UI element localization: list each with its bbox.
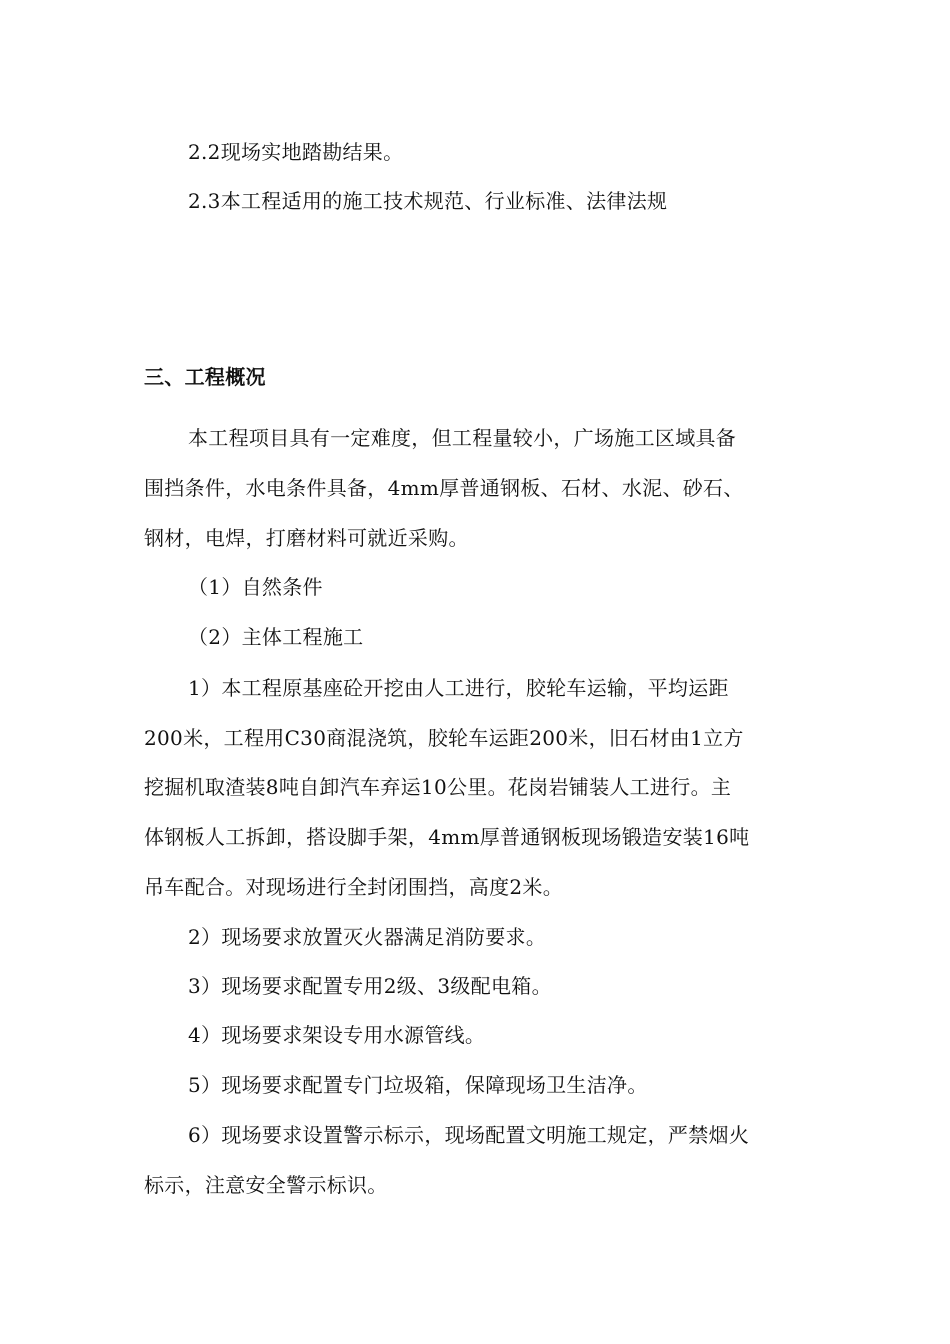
item-5: 5）现场要求配置专门垃圾箱，保障现场卫生洁净。 [188, 1073, 648, 1097]
item-4: 4）现场要求架设专用水源管线。 [188, 1023, 486, 1047]
item-6-line: 标示，注意安全警示标识。 [144, 1173, 388, 1197]
item-1-line: 200米，工程用C30商混浇筑，胶轮车运距200米，旧石材由1立方 [144, 726, 744, 750]
subsection-main-works: （2）主体工程施工 [188, 625, 364, 649]
item-2: 2）现场要求放置灭火器满足消防要求。 [188, 925, 547, 949]
item-6-line: 6）现场要求设置警示标示，现场配置文明施工规定，严禁烟火 [188, 1123, 750, 1147]
basis-item-2-3: 2.3本工程适用的施工技术规范、行业标准、法律法规 [188, 189, 668, 213]
item-1-line: 体钢板人工拆卸，搭设脚手架，4mm厚普通钢板现场锻造安装16吨 [144, 825, 750, 849]
item-3: 3）现场要求配置专用2级、3级配电箱。 [188, 974, 552, 998]
item-1-line: 吊车配合。对现场进行全封闭围挡，高度2米。 [144, 875, 564, 899]
item-1-line: 1）本工程原基座砼开挖由人工进行，胶轮车运输，平均运距 [188, 676, 729, 700]
overview-paragraph-line: 围挡条件，水电条件具备，4mm厚普通钢板、石材、水泥、砂石、 [144, 476, 744, 500]
overview-paragraph-line: 钢材，电焊，打磨材料可就近采购。 [144, 526, 469, 550]
subsection-natural-conditions: （1）自然条件 [188, 575, 323, 599]
basis-item-2-2: 2.2现场实地踏勘结果。 [188, 140, 404, 164]
section-heading: 三、工程概况 [144, 365, 266, 389]
item-1-line: 挖掘机取渣装8吨自卸汽车弃运10公里。花岗岩铺装人工进行。主 [144, 775, 732, 799]
overview-paragraph-line: 本工程项目具有一定难度，但工程量较小，广场施工区域具备 [188, 426, 737, 450]
